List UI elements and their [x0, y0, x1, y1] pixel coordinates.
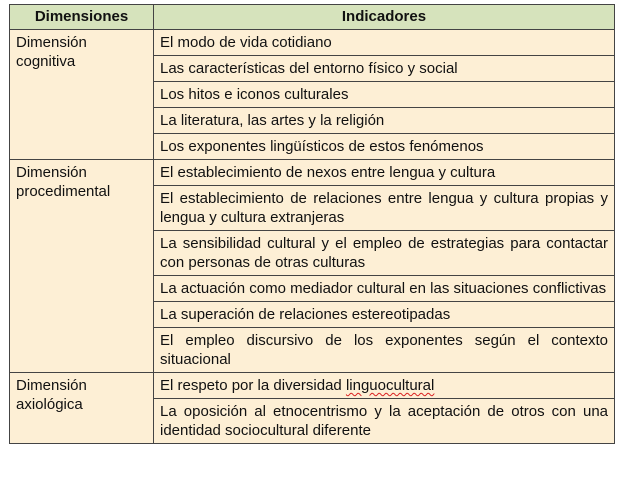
table-row: [10, 160, 615, 186]
dimension-cell-procedimental: Dimensión procedimental: [10, 160, 154, 373]
table-row: [10, 373, 615, 399]
dimensions-indicators-table: [9, 4, 615, 444]
indicator-cell: La oposición al etnocentrismo y la aceptación de otros con una identidad sociocultural diferente: [154, 399, 615, 444]
indicator-cell: El establecimiento de relaciones entre lengua y cultura propias y lengua y cultura extranjeras: [154, 186, 615, 231]
indicator-cell: La literatura, las artes y la religión: [154, 108, 615, 134]
indicator-cell: El modo de vida cotidiano: [154, 30, 615, 56]
table-row: [10, 30, 615, 56]
spellcheck-underlined-word: linguocultural: [345, 377, 435, 394]
indicator-cell: La actuación como mediador cultural en las situaciones conflictivas: [154, 276, 615, 302]
indicator-cell: Los hitos e iconos culturales: [154, 82, 615, 108]
dimension-cell-axiologica: Dimensión axiológica: [10, 373, 154, 444]
indicator-cell: Los exponentes lingüísticos de estos fenómenos: [154, 134, 615, 160]
indicator-cell: [154, 373, 615, 399]
header-indicadores: Indicadores: [154, 5, 615, 30]
dimension-cell-cognitiva: Dimensión cognitiva: [10, 30, 154, 160]
header-dimensiones: Dimensiones: [10, 5, 154, 30]
indicator-cell: El establecimiento de nexos entre lengua y cultura: [154, 160, 615, 186]
indicator-cell: El empleo discursivo de los exponentes según el contexto situacional: [154, 328, 615, 373]
indicator-text: El respeto por la diversidad: [160, 377, 346, 394]
indicator-cell: La sensibilidad cultural y el empleo de estrategias para contactar con personas de otras culturas: [154, 231, 615, 276]
indicator-cell: Las características del entorno físico y social: [154, 56, 615, 82]
header-row: [10, 5, 615, 30]
indicator-cell: La superación de relaciones estereotipadas: [154, 302, 615, 328]
